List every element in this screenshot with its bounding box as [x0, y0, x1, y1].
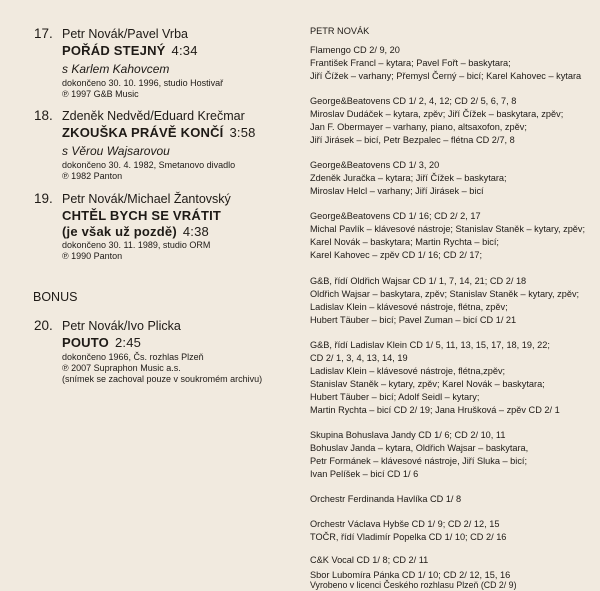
track-guest: s Karlem Kahovcem [62, 62, 170, 76]
credit-line: Flamengo CD 2/ 9, 20 [310, 45, 400, 55]
track-recording-info: dokončeno 30. 11. 1989, studio ORM [62, 240, 211, 250]
track-title-text: POŘÁD STEJNÝ [62, 43, 166, 58]
credit-line: Miroslav Helcl – varhany; Jiří Jirásek – bicí [310, 186, 484, 196]
track-number: 17. [34, 26, 53, 41]
credit-line: Jan F. Obermayer – varhany, piano, altsaxofon, zpěv; [310, 122, 527, 132]
bonus-heading: BONUS [33, 290, 78, 304]
track-title-text: ZKOUŠKA PRÁVĚ KONČÍ [62, 125, 224, 140]
credits-heading: PETR NOVÁK [310, 26, 370, 36]
track-number: 20. [34, 318, 53, 333]
credit-line: Skupina Bohuslava Jandy CD 1/ 6; CD 2/ 10, 11 [310, 430, 506, 440]
track-duration: 2:45 [115, 335, 142, 350]
track-authors: Petr Novák/Pavel Vrba [62, 27, 188, 41]
credit-line: František Francl – kytara; Pavel Fořt – baskytara; [310, 58, 511, 68]
credit-line: Vyrobeno v licenci Českého rozhlasu Plzeň (CD 2/ 9) [310, 580, 517, 590]
track-title [62, 335, 141, 350]
credit-line: Orchestr Ferdinanda Havlíka CD 1/ 8 [310, 494, 462, 504]
credit-line: Karel Novák – baskytara; Martin Rychta – bicí; [310, 237, 499, 247]
track-authors: Zdeněk Nedvěd/Eduard Krečmar [62, 109, 245, 123]
credit-line: Zdeněk Juračka – kytara; Jiří Čížek – baskytara; [310, 173, 507, 183]
credit-line: Jiří Jirásek – bicí, Petr Bezpalec – flétna CD 2/7, 8 [310, 135, 515, 145]
track-copyright: ℗ 2007 Supraphon Music a.s. [62, 363, 181, 373]
track-number: 18. [34, 108, 53, 123]
credit-line: Stanislav Staněk – kytary, zpěv; Karel Novák – baskytara; [310, 379, 545, 389]
credit-line: Hubert Täuber – bicí; Pavel Zuman – bicí CD 1/ 21 [310, 315, 517, 325]
credit-line: CD 2/ 1, 3, 4, 13, 14, 19 [310, 353, 408, 363]
track-copyright: ℗ 1982 Panton [62, 171, 123, 181]
track-recording-info: dokončeno 30. 4. 1982, Smetanovo divadlo [62, 160, 236, 170]
credit-line: Michal Pavlík – klávesové nástroje; Stanislav Staněk – kytary, zpěv; [310, 224, 586, 234]
credit-line: Oldřich Wajsar – baskytara, zpěv; Stanislav Staněk – kytary, zpěv; [310, 289, 580, 299]
credit-line: Ladislav Klein – klávesové nástroje, flétna,zpěv; [310, 366, 506, 376]
track-title-line2 [62, 224, 209, 239]
track-recording-info: dokončeno 30. 10. 1996, studio Hostivař [62, 78, 224, 88]
credit-line: Jiří Čížek – varhany; Přemysl Černý – bicí; Karel Kahovec – kytara [310, 71, 582, 81]
track-recording-info: dokončeno 1966, Čs. rozhlas Plzeň [62, 352, 204, 362]
credit-line: Sbor Lubomíra Pánka CD 1/ 10; CD 2/ 12, 15, 16 [310, 570, 511, 580]
credit-line: Miroslav Dudáček – kytara, zpěv; Jiří Čížek – baskytara, zpěv; [310, 109, 564, 119]
track-guest: s Věrou Wajsarovou [62, 144, 170, 158]
credit-line: Martin Rychta – bicí CD 2/ 19; Jana Hrušková – zpěv CD 2/ 1 [310, 405, 560, 415]
track-duration: 4:34 [171, 43, 198, 58]
track-title [62, 125, 256, 140]
credit-line: George&Beatovens CD 1/ 2, 4, 12; CD 2/ 5, 6, 7, 8 [310, 96, 517, 106]
credit-line: Petr Formánek – klávesové nástroje, Jiří Sluka – bicí; [310, 456, 528, 466]
track-copyright: ℗ 1997 G&B Music [62, 89, 139, 99]
track-copyright: ℗ 1990 Panton [62, 251, 123, 261]
track-authors: Petr Novák/Ivo Plicka [62, 319, 181, 333]
track-title: CHTĚL BYCH SE VRÁTIT [62, 208, 222, 223]
credit-line: Bohuslav Janda – kytara, Oldřich Wajsar – baskytara, [310, 443, 529, 453]
track-duration: 4:38 [182, 224, 209, 239]
track-duration: 3:58 [229, 125, 256, 140]
track-subtitle: (je však už pozdě) [62, 224, 177, 239]
credit-line: Ivan Pelíšek – bicí CD 1/ 6 [310, 469, 419, 479]
track-number: 19. [34, 191, 53, 206]
credit-line: George&Beatovens CD 1/ 3, 20 [310, 160, 440, 170]
credit-line: G&B, řídí Ladislav Klein CD 1/ 5, 11, 13, 15, 17, 18, 19, 22; [310, 340, 550, 350]
credit-line: TOČR, řídí Vladimír Popelka CD 1/ 10; CD 2/ 16 [310, 532, 507, 542]
track-title-text: POUTO [62, 335, 109, 350]
credit-line: G&B, řídí Oldřich Wajsar CD 1/ 1, 7, 14, 21; CD 2/ 18 [310, 276, 527, 286]
credit-line: George&Beatovens CD 1/ 16; CD 2/ 2, 17 [310, 211, 481, 221]
credit-line: C&K Vocal CD 1/ 8; CD 2/ 11 [310, 555, 429, 565]
credit-line: Karel Kahovec – zpěv CD 1/ 16; CD 2/ 17; [310, 250, 483, 260]
track-title [62, 43, 198, 58]
credit-line: Orchestr Václava Hybše CD 1/ 9; CD 2/ 12, 15 [310, 519, 500, 529]
credit-line: Hubert Täuber – bicí; Adolf Seidl – kytary; [310, 392, 480, 402]
credit-line: Ladislav Klein – klávesové nástroje, flétna, zpěv; [310, 302, 508, 312]
track-authors: Petr Novák/Michael Žantovský [62, 192, 231, 206]
track-note: (snímek se zachoval pouze v soukromém archivu) [62, 374, 263, 384]
